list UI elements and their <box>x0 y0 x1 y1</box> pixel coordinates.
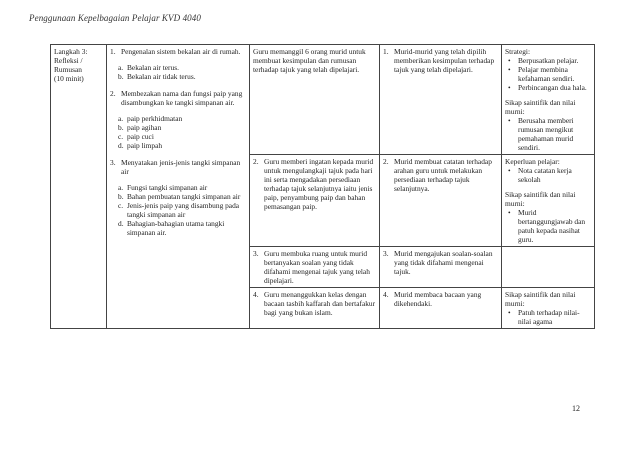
content-cell <box>107 45 250 329</box>
note-bullet: Nota catatan kerja sekolah <box>518 166 572 184</box>
item-number: 3. <box>110 158 116 167</box>
sub-item: paip perkhidmatan <box>127 114 183 123</box>
activity-number: 4. <box>383 290 389 299</box>
notes-heading: Sikap saintifik dan nilai murni: <box>505 98 576 116</box>
bullet-icon: • <box>508 56 511 65</box>
activity-number: 3. <box>383 249 389 258</box>
teacher-activity-cell <box>250 45 380 155</box>
sub-item: Bekalan air tidak terus. <box>127 72 196 81</box>
page-number: 12 <box>572 404 580 413</box>
note-bullet: Berpusatkan pelajar. <box>518 56 579 65</box>
sub-item: Bahagian-bahagian utama tangki simpanan air. <box>127 219 225 237</box>
student-activity-text: Murid mengajukan soalan-soalan yang tidak difahami mengenai tajuk. <box>394 249 493 276</box>
table-row <box>51 45 595 155</box>
student-activity-cell <box>380 155 502 247</box>
notes-heading: Strategi: <box>505 47 531 56</box>
step-cell <box>51 45 107 329</box>
item-number: 1. <box>110 47 116 56</box>
note-bullet: Patuh terhadap nilai-nilai agama <box>518 308 580 326</box>
item-text: Menyatakan jenis-jenis tangki simpanan air <box>121 158 241 176</box>
notes-cell <box>502 288 595 329</box>
notes-cell <box>502 45 595 155</box>
notes-cell <box>502 247 595 288</box>
teacher-activity-cell <box>250 288 380 329</box>
activity-number: 2. <box>383 157 389 166</box>
activity-number: 1. <box>383 47 389 56</box>
content-item <box>110 89 246 150</box>
sub-marker: c. <box>118 201 124 210</box>
sub-item: Bekalan air terus. <box>127 63 179 72</box>
teacher-activity-cell <box>250 247 380 288</box>
step-title: Langkah 3: <box>54 47 88 56</box>
sub-item: paip cuci <box>127 132 154 141</box>
item-number: 2. <box>110 89 116 98</box>
student-activity-text: Murid-murid yang telah dipilih memberikan kesimpulan terhadap tajuk yang telah dipelajari. <box>394 47 495 74</box>
activity-number: 2. <box>253 157 259 166</box>
notes-heading: Keperluan pelajar: <box>505 157 560 166</box>
item-text: Membezakan nama dan fungsi paip yang disambungkan ke tangki simpanan air. <box>121 89 243 107</box>
content-item <box>110 158 246 237</box>
student-activity-text: Murid membuat catatan terhadap arahan guru untuk melakukan persediaan terhadap tajuk selanjutnya. <box>394 157 492 193</box>
lesson-plan-table <box>50 44 595 329</box>
sub-marker: a. <box>118 63 124 72</box>
sub-marker: d. <box>118 141 124 150</box>
content-item <box>110 47 246 81</box>
bullet-icon: • <box>508 83 511 92</box>
sub-marker: a. <box>118 183 124 192</box>
step-phase-2: Rumusan <box>54 65 82 74</box>
activity-number: 4. <box>253 290 259 299</box>
sub-marker: a. <box>118 114 124 123</box>
sub-marker: b. <box>118 72 124 81</box>
sub-marker: b. <box>118 192 124 201</box>
student-activity-cell <box>380 247 502 288</box>
bullet-icon: • <box>508 166 511 175</box>
bullet-icon: • <box>508 65 511 74</box>
sub-item: Jenis-jenis paip yang disambung pada tangki simpanan air <box>127 201 240 219</box>
notes-heading: Sikap saintifik dan nilai murni: <box>505 290 576 308</box>
step-duration: (10 minit) <box>54 74 84 83</box>
note-bullet: Pelajar membina kefahaman sendiri. <box>518 65 575 83</box>
teacher-activity-cell <box>250 155 380 247</box>
teacher-activity-text: Guru menanggukkan kelas dengan bacaan tasbih kaffarah dan bertafakur bagi yang bukan islam. <box>264 290 376 317</box>
notes-heading: Sikap saintifik dan nilai murni: <box>505 190 576 208</box>
sub-item: paip limpah <box>127 141 163 150</box>
teacher-activity-text: Guru membuka ruang untuk murid bertanyakan soalan yang tidak difahami mengenai tajuk yang telah dipelajari. <box>264 249 370 285</box>
notes-cell <box>502 155 595 247</box>
sub-item: Bahan pembuatan tangki simpanan air <box>127 192 241 201</box>
student-activity-cell <box>380 288 502 329</box>
sub-marker: c. <box>118 132 124 141</box>
item-text: Pengenalan sistem bekalan air di rumah. <box>121 47 241 56</box>
bullet-icon: • <box>508 308 511 317</box>
document-header: Penggunaan Kepelbagaian Pelajar KVD 4040 <box>29 13 201 23</box>
teacher-activity-text: Guru memanggil 6 orang murid untuk membuat kesimpulan dan rumusan terhadap tajuk yang telah dipelajari. <box>253 47 366 74</box>
teacher-activity-text: Guru memberi ingatan kepada murid untuk mengulangkaji tajuk pada hari ini serta mengadakan persediaan terhadap tajuk selanjutnya iaitu jenis paip, penyambung paip dan bahan pemasangan paip. <box>264 157 374 211</box>
sub-marker: d. <box>118 219 124 228</box>
student-activity-cell <box>380 45 502 155</box>
sub-item: Fungsi tangki simpanan air <box>127 183 208 192</box>
student-activity-text: Murid membaca bacaan yang dikehendaki. <box>394 290 482 308</box>
step-phase: Refleksi / <box>54 56 83 65</box>
activity-number: 3. <box>253 249 259 258</box>
note-bullet: Berusaha memberi rumusan mengikut pemahaman murid sendiri. <box>518 116 574 152</box>
note-bullet: Perbincangan dua hala. <box>518 83 587 92</box>
note-bullet: Murid bertanggungjawab dan patuh kepada nasihat guru. <box>518 208 586 244</box>
sub-item: paip agihan <box>127 123 162 132</box>
sub-marker: b. <box>118 123 124 132</box>
bullet-icon: • <box>508 116 511 125</box>
bullet-icon: • <box>508 208 511 217</box>
